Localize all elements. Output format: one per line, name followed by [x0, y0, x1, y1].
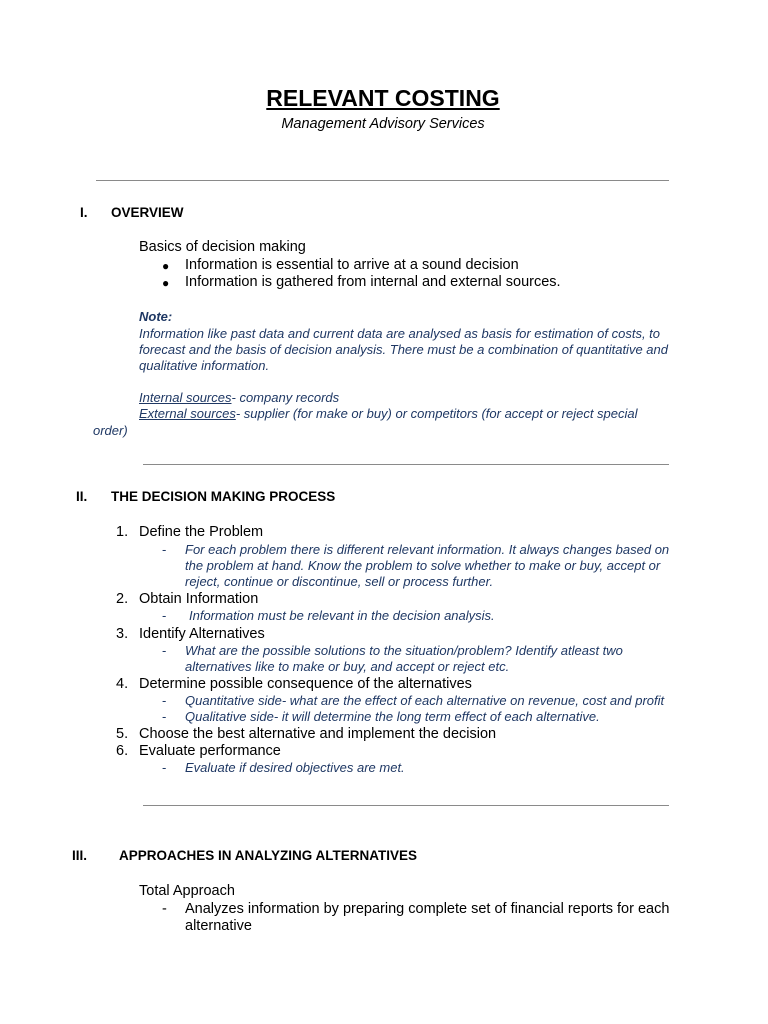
step-number: 2.: [116, 591, 129, 607]
internal-sources-label: Internal sources: [139, 390, 232, 405]
note-label: Note:: [139, 309, 173, 324]
dash-marker: -: [162, 709, 167, 724]
step-note: the problem at hand. Know the problem to solve whether to make or buy, accept or: [185, 558, 661, 573]
step-note: What are the possible solutions to the situation/problem? Identify atleast two: [185, 643, 623, 658]
dash-marker: -: [162, 608, 167, 623]
bullet-icon: ●: [162, 276, 170, 290]
section1-bullet-item: Information is gathered from internal and external sources.: [185, 274, 561, 290]
step-label: Obtain Information: [139, 591, 259, 607]
external-sources-text: - supplier (for make or buy) or competitors (for accept or reject special: [235, 406, 638, 421]
step-note: Quantitative side- what are the effect of each alternative on revenue, cost and profit: [185, 693, 665, 708]
dash-marker: -: [162, 693, 167, 708]
step-label: Identify Alternatives: [139, 626, 265, 642]
external-sources-continuation: order): [93, 423, 128, 438]
section1-numeral: I.: [80, 205, 88, 220]
internal-sources-text: - company records: [231, 390, 340, 405]
section3-numeral: III.: [72, 848, 88, 863]
dash-marker: -: [162, 901, 167, 917]
section1-bullet-item: Information is essential to arrive at a sound decision: [185, 257, 519, 273]
step-number: 1.: [116, 524, 129, 540]
dash-marker: -: [162, 542, 167, 557]
step-note: alternatives like to make or buy, and accept or reject etc.: [185, 659, 510, 674]
section1-heading: OVERVIEW: [111, 205, 184, 220]
external-sources-label: External sources: [139, 406, 236, 421]
step-number: 4.: [116, 676, 129, 692]
external-sources-line: [139, 406, 638, 421]
note-line: forecast and the basis of decision analysis. There must be a combination of quantitative and: [139, 342, 668, 357]
header-divider: [96, 180, 669, 181]
document-title: RELEVANT COSTING: [266, 85, 500, 111]
section3-heading: APPROACHES IN ANALYZING ALTERNATIVES: [119, 848, 418, 863]
note-line: Information like past data and current data are analysed as basis for estimation of costs, to: [139, 326, 661, 341]
step-number: 5.: [116, 726, 129, 742]
step-label: Evaluate performance: [139, 743, 281, 759]
section2-divider: [143, 805, 669, 806]
step-label: Choose the best alternative and implement the decision: [139, 726, 497, 742]
section3-line: alternative: [185, 918, 252, 934]
step-note: For each problem there is different relevant information. It always changes based on: [185, 542, 670, 557]
step-note: reject, continue or discontinue, sell or process further.: [185, 574, 494, 589]
step-note: Evaluate if desired objectives are met.: [185, 760, 405, 775]
section3-sub: Total Approach: [139, 883, 235, 899]
section2-heading: THE DECISION MAKING PROCESS: [111, 489, 336, 504]
document-subtitle: Management Advisory Services: [281, 116, 485, 132]
step-label: Determine possible consequence of the alternatives: [139, 676, 472, 692]
step-number: 6.: [116, 743, 129, 759]
bullet-icon: ●: [162, 259, 170, 273]
step-number: 3.: [116, 626, 129, 642]
section1-divider: [143, 464, 669, 465]
section3-line: Analyzes information by preparing complete set of financial reports for each: [185, 901, 670, 917]
dash-marker: -: [162, 643, 167, 658]
step-note: Qualitative side- it will determine the long term effect of each alternative.: [185, 709, 600, 724]
note-line: qualitative information.: [139, 358, 270, 373]
internal-sources-line: [139, 390, 339, 405]
dash-marker: -: [162, 760, 167, 775]
step-label: Define the Problem: [139, 524, 264, 540]
section2-numeral: II.: [76, 489, 88, 504]
step-note: Information must be relevant in the decision analysis.: [189, 608, 495, 623]
section1-intro: Basics of decision making: [139, 239, 306, 255]
